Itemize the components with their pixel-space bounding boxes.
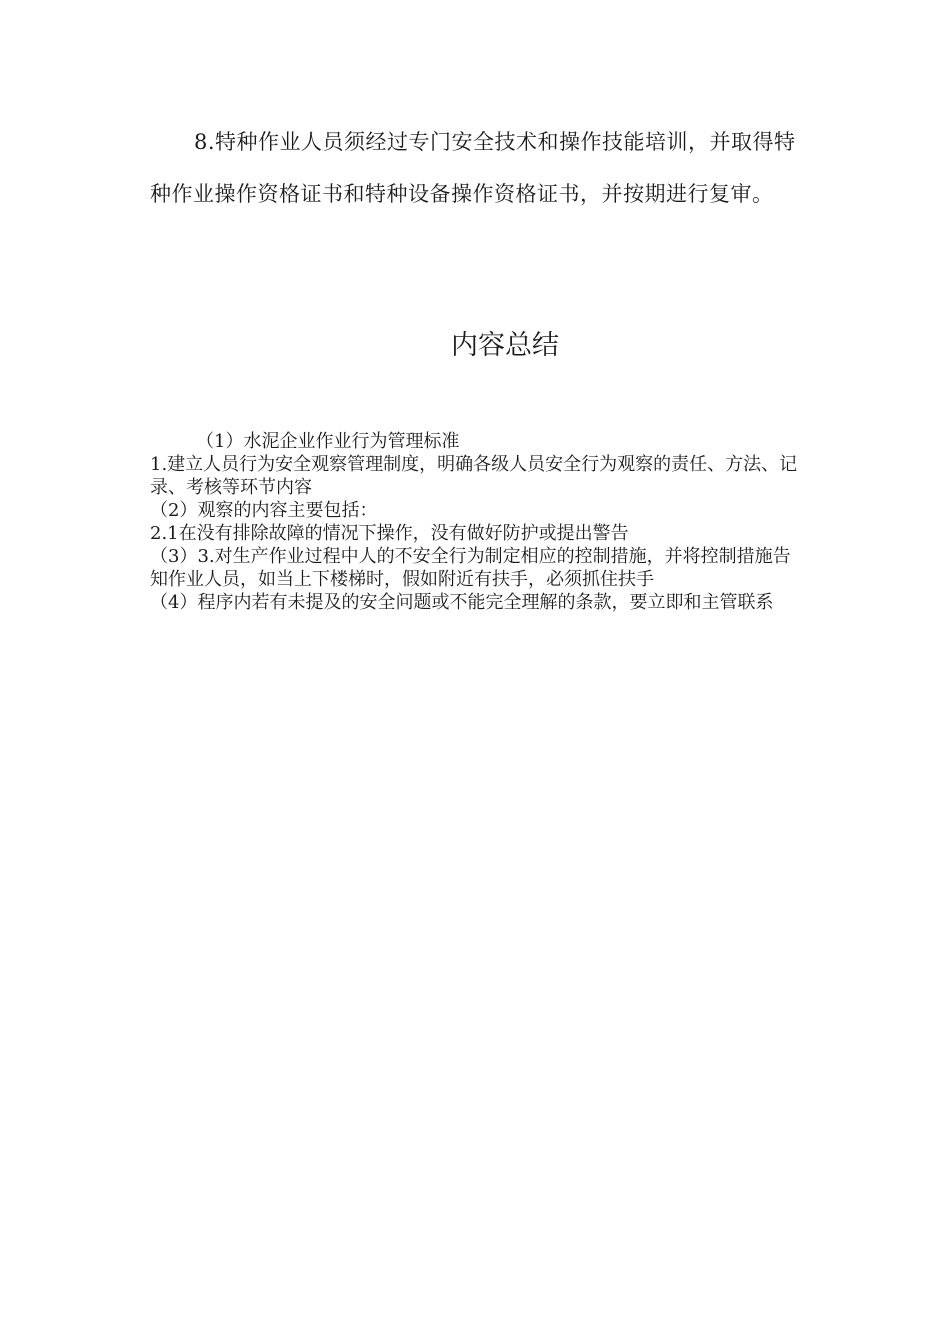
- summary-line: 1.建立人员行为安全观察管理制度，明确各级人员安全行为观察的责任、方法、记录、考核等环节内容: [150, 454, 798, 498]
- intro-paragraph: 8.特种作业人员须经过专门安全技术和操作技能培训，并取得特种作业操作资格证书和特种设备操作资格证书，并按期进行复审。: [150, 130, 796, 206]
- summary-title: 内容总结: [451, 330, 559, 361]
- summary-line: （1）水泥企业作业行为管理标准: [196, 431, 460, 452]
- summary-line: （3）3.对生产作业过程中人的不安全行为制定相应的控制措施，并将控制措施告知作业人员，如当上下楼梯时，假如附近有扶手，必须抓住扶手: [150, 546, 791, 590]
- summary-line: （2）观察的内容主要包括：: [150, 500, 378, 521]
- summary-line: （4）程序内若有未提及的安全问题或不能完全理解的条款，要立即和主管联系: [150, 592, 774, 613]
- summary-section: [150, 430, 805, 614]
- summary-line: 2.1在没有排除故障的情况下操作，没有做好防护或提出警告: [150, 523, 629, 544]
